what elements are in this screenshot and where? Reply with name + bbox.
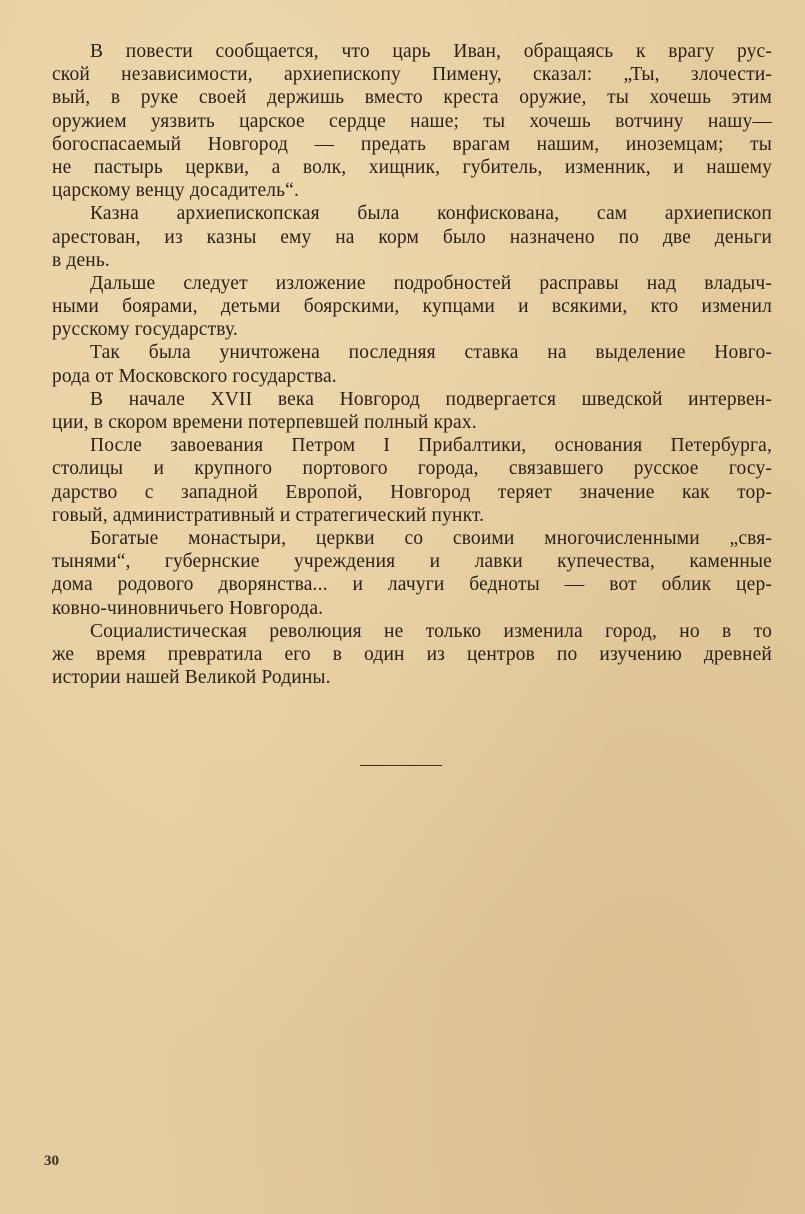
text-line: в день.: [52, 249, 110, 271]
text-line: Так была уничтожена последняя ставка на выделение Новго-: [90, 342, 772, 364]
text-line: царскому венцу досадитель“.: [52, 180, 300, 202]
text-line: ской независимости, архиепископу Пимену, сказал: „Ты, злочести-: [52, 64, 772, 86]
text-line: арестован, из казны ему на корм было назначено по две деньги: [52, 226, 772, 248]
text-line: В начале XVII века Новгород подвергается шведской интервен-: [90, 388, 772, 410]
text-line: тынями“, губернские учреждения и лавки купечества, каменные: [52, 551, 772, 573]
text-line: В повести сообщается, что царь Иван, обращаясь к врагу рус-: [90, 41, 772, 62]
text-line: Дальше следует изложение подробностей расправы над владыч-: [90, 272, 772, 294]
text-line: русскому государству.: [52, 319, 238, 341]
text-line: Богатые монастыри, церкви со своими многочисленными „свя-: [90, 527, 772, 549]
text-line: оружием уязвить царское сердце наше; ты хочешь вотчину нашу—: [52, 110, 772, 132]
text-line: вый, в руке своей держишь вместо креста оружие, ты хочешь этим: [52, 87, 772, 109]
text-line: не пастырь церкви, а волк, хищник, губитель, изменник, и нашему: [52, 156, 772, 178]
text-line: После завоевания Петром I Прибалтики, основания Петербурга,: [90, 435, 772, 457]
text-line: ции, в скором времени потерпевшей полный крах.: [52, 412, 477, 433]
text-line: дарство с западной Европой, Новгород теряет значение как тор-: [52, 481, 772, 503]
body-text: [52, 40, 772, 689]
text-line: истории нашей Великой Родины.: [52, 667, 331, 689]
page-number: 30: [44, 1153, 59, 1169]
text-line: же время превратила его в один из центров по изучению древней: [52, 643, 772, 665]
text-line: Социалистическая революция не только изменила город, но в то: [90, 620, 772, 642]
text-line: ными боярами, детьми боярскими, купцами и всякими, кто изменил: [52, 296, 772, 318]
text-line: богоспасаемый Новгород — предать врагам нашим, иноземцам; ты: [52, 133, 772, 155]
text-line: дома родового дворянства... и лачуги бедноты — вот облик цер-: [52, 574, 772, 596]
section-divider: [360, 765, 442, 766]
text-line: Казна архиепископская была конфискована, сам архиепископ: [90, 203, 772, 225]
text-line: ковно-чиновничьего Новгорода.: [52, 597, 324, 619]
text-line: говый, административный и стратегический пункт.: [52, 504, 485, 526]
text-line: рода от Московского государства.: [52, 365, 337, 387]
text-line: столицы и крупного портового города, связавшего русское госу-: [52, 458, 772, 480]
